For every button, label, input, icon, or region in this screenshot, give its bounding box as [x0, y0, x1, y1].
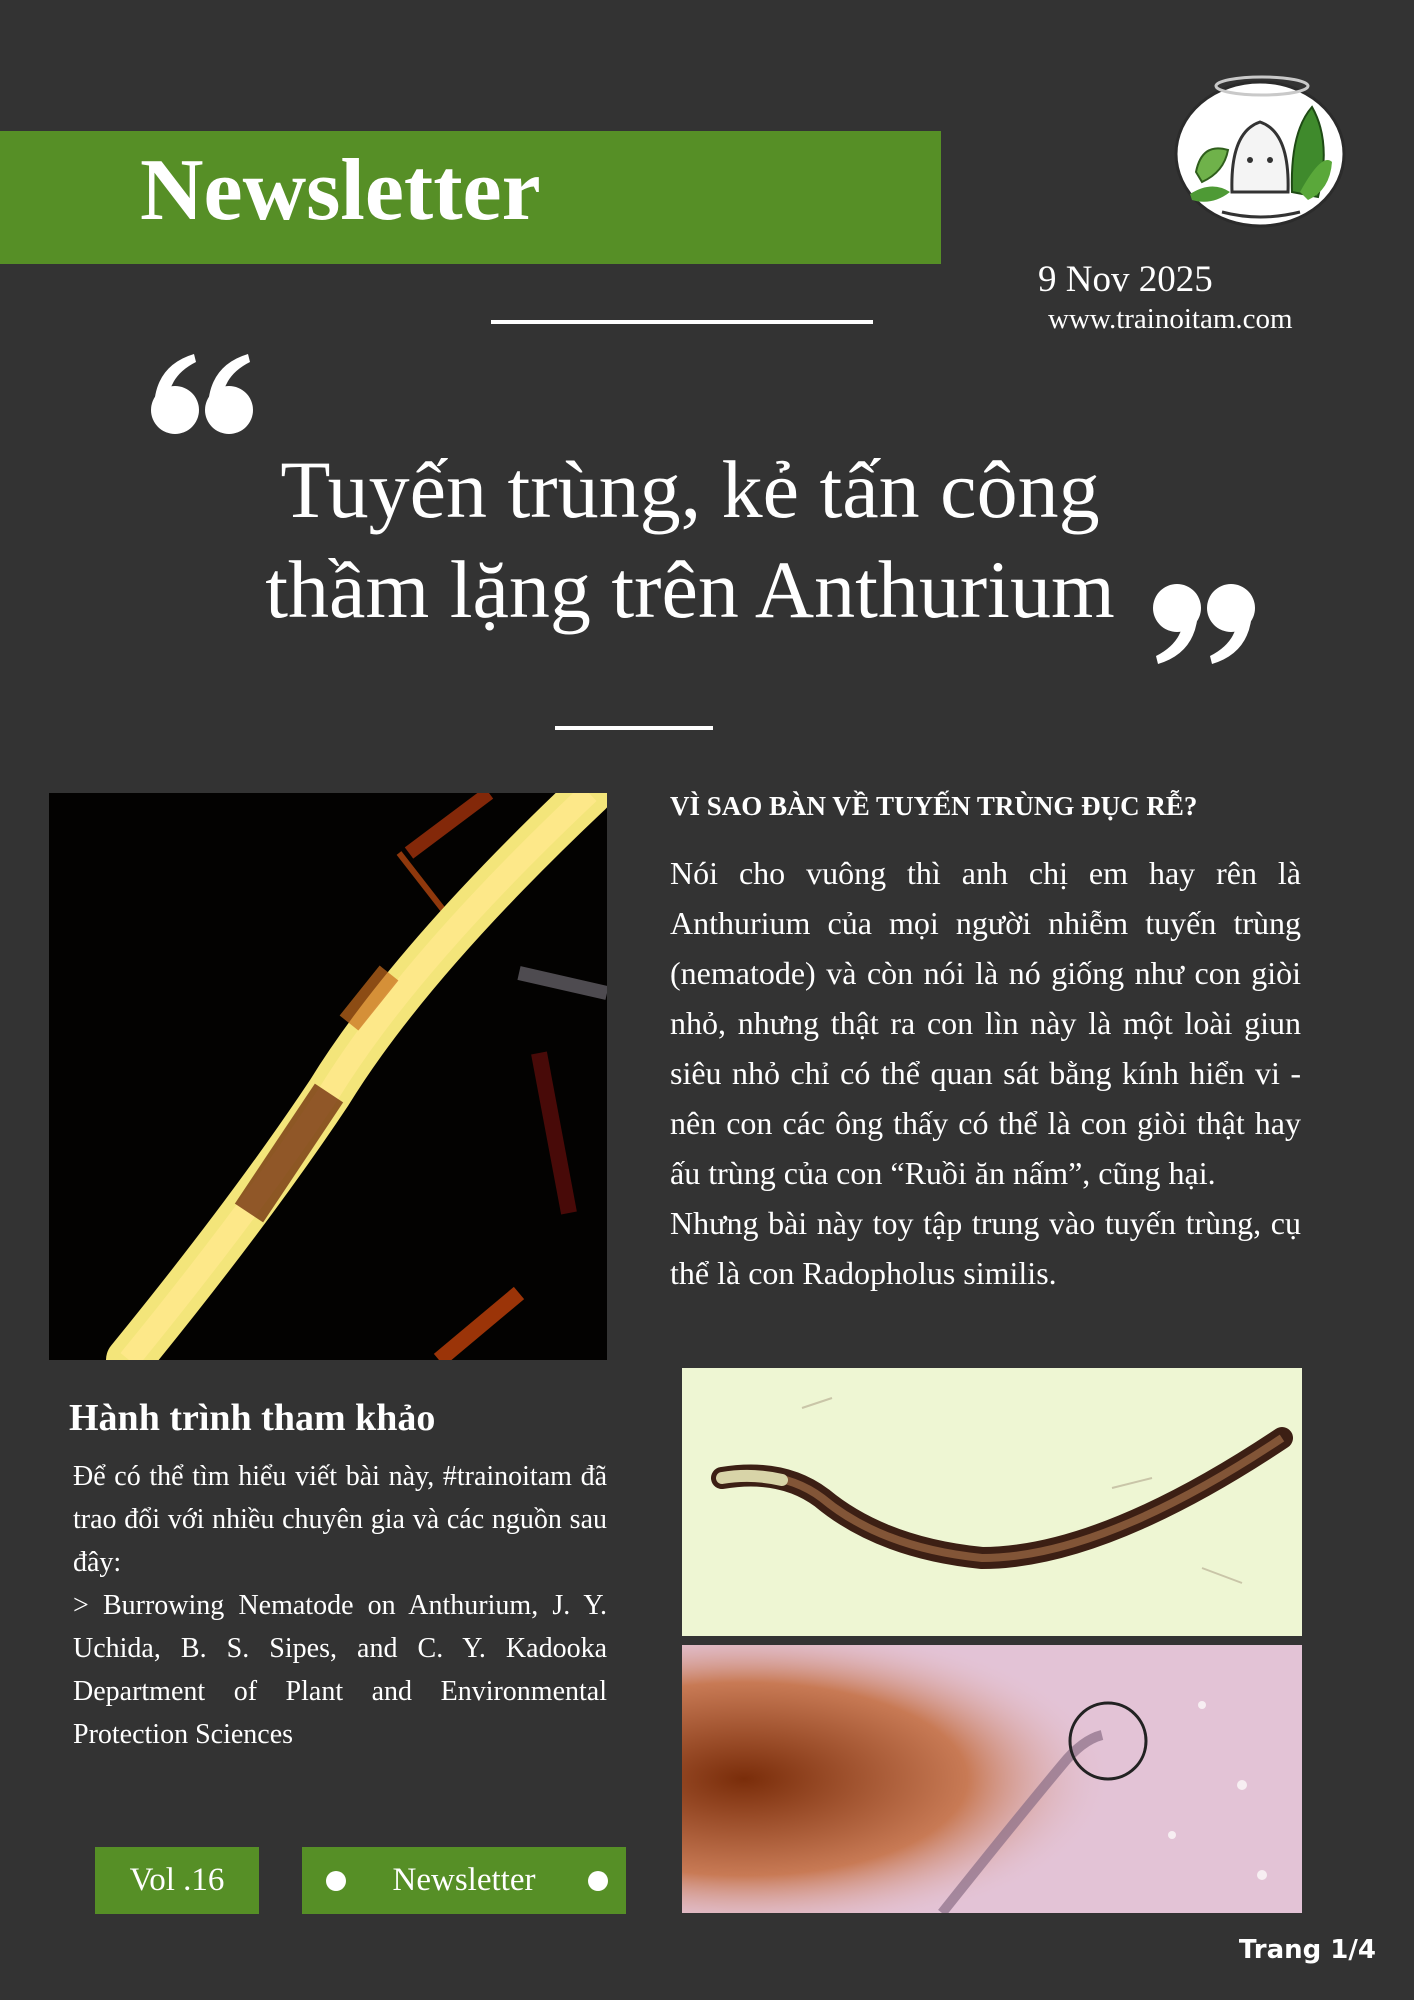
nematode-micrograph-1 — [682, 1368, 1302, 1636]
article-heading: VÌ SAO BÀN VỀ TUYẾN TRÙNG ĐỤC RỄ? — [670, 791, 1198, 821]
divider-middle — [555, 726, 713, 730]
newsletter-tag-label: Newsletter — [392, 1862, 536, 1898]
headline-line-1: Tuyến trùng, kẻ tấn công — [280, 444, 1100, 535]
article-paragraph-2: Nhưng bài này toy tập trung vào tuyến trùng, cụ thể là con Radopholus similis. — [670, 1205, 1301, 1291]
references-body — [73, 1455, 607, 1756]
bullet-icon — [588, 1871, 608, 1891]
open-quote-icon — [150, 354, 256, 438]
article-body — [670, 848, 1301, 1298]
volume-badge: Vol .16 — [95, 1847, 259, 1914]
references-heading: Hành trình tham khảo — [69, 1397, 436, 1439]
bullet-icon — [326, 1871, 346, 1891]
issue-date: 9 Nov 2025 — [1038, 259, 1213, 300]
nematode-micrograph-2 — [682, 1645, 1302, 1913]
close-quote-icon — [1150, 580, 1256, 664]
banner-title: Newsletter — [140, 142, 541, 239]
website-link[interactable]: www.trainoitam.com — [1048, 303, 1293, 335]
divider-top — [491, 320, 873, 324]
infected-root-photo — [49, 793, 607, 1360]
article-paragraph-1: Nói cho vuông thì anh chị em hay rên là Anthurium của mọi người nhiễm tuyến trùng (nematode) và còn nói là nó giống như con giòi nhỏ, nhưng thật ra con lìn này là một loài giun siêu nhỏ chỉ có thể quan sát bằng kính hiển vi - nên con các ông thấy có thể là con giòi thật hay ấu trùng của con “Ruồi ăn nấm”, cũng hại. — [670, 855, 1301, 1191]
newsletter-tag — [302, 1847, 626, 1914]
headline — [150, 440, 1230, 640]
page-number: Trang 1/4 — [1238, 1935, 1376, 1965]
references-intro: Để có thể tìm hiểu viết bài này, #trainoitam đã trao đổi với nhiều chuyên gia và các nguồn sau đây: — [73, 1461, 607, 1578]
brand-logo — [1172, 72, 1348, 228]
headline-line-2: thầm lặng trên Anthurium — [265, 544, 1115, 635]
references-source: > Burrowing Nematode on Anthurium, J. Y. Uchida, B. S. Sipes, and C. Y. Kadooka Department of Plant and Environmental Protection Sciences — [73, 1590, 607, 1750]
